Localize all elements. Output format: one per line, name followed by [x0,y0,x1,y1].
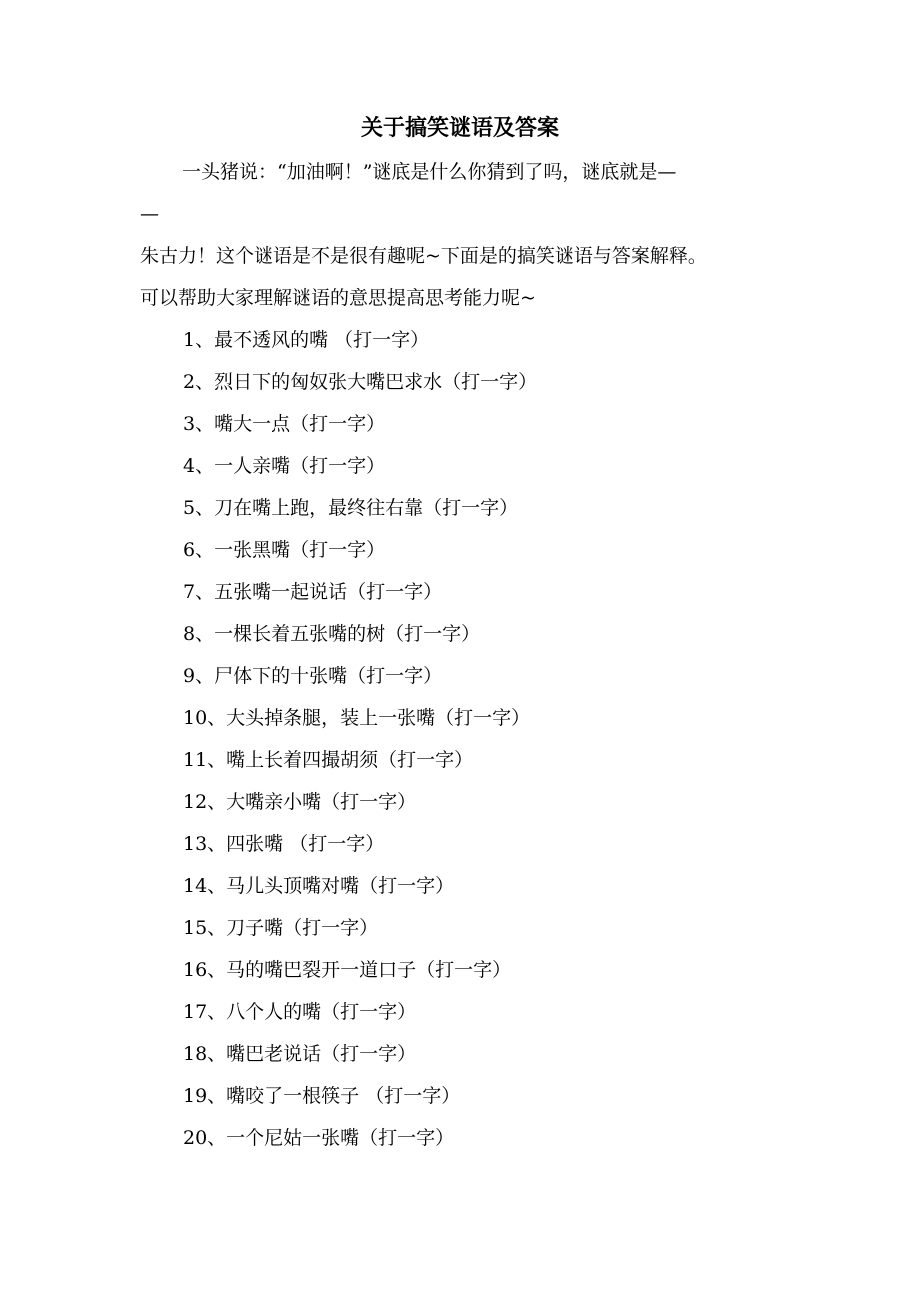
document-title: 关于搞笑谜语及答案 [360,115,559,141]
intro-line-1: 一头猪说：“加油啊！”谜底是什么你猜到了吗，谜底就是— [182,161,677,183]
riddle-item: 17、八个人的嘴（打一字） [183,1001,417,1023]
riddle-item: 12、大嘴亲小嘴（打一字） [183,791,417,813]
riddle-item: 14、马儿头顶嘴对嘴（打一字） [183,875,455,897]
riddle-list [183,326,537,1166]
riddle-item: 13、四张嘴 （打一字） [183,833,385,855]
riddle-item: 11、嘴上长着四撮胡须（打一字） [183,749,474,771]
riddle-item: 3、嘴大一点（打一字） [183,413,386,435]
riddle-item: 6、一张黑嘴（打一字） [183,539,386,561]
riddle-item: 5、刀在嘴上跑，最终往右靠（打一字） [183,497,519,519]
riddle-item: 19、嘴咬了一根筷子 （打一字） [183,1085,461,1107]
riddle-item: 16、马的嘴巴裂开一道口子（打一字） [183,959,512,981]
intro-line-4: 可以帮助大家理解谜语的意思提高思考能力呢~ [140,287,536,309]
riddle-item: 1、最不透风的嘴 （打一字） [183,329,430,351]
riddle-item: 20、一个尼姑一张嘴（打一字） [183,1127,455,1149]
intro-line-3: 朱古力！这个谜语是不是很有趣呢~下面是的搞笑谜语与答案解释。 [140,245,707,267]
riddle-item: 4、一人亲嘴（打一字） [183,455,386,477]
riddle-item: 15、刀子嘴（打一字） [183,917,379,939]
riddle-item: 7、五张嘴一起说话（打一字） [183,581,443,603]
riddle-item: 18、嘴巴老说话（打一字） [183,1043,417,1065]
riddle-item: 10、大头掉条腿，装上一张嘴（打一字） [183,707,531,729]
riddle-item: 2、烈日下的匈奴张大嘴巴求水（打一字） [183,371,538,393]
riddle-item: 9、尸体下的十张嘴（打一字） [183,665,443,687]
intro-line-2: — [140,203,159,225]
riddle-item: 8、一棵长着五张嘴的树（打一字） [183,623,481,645]
